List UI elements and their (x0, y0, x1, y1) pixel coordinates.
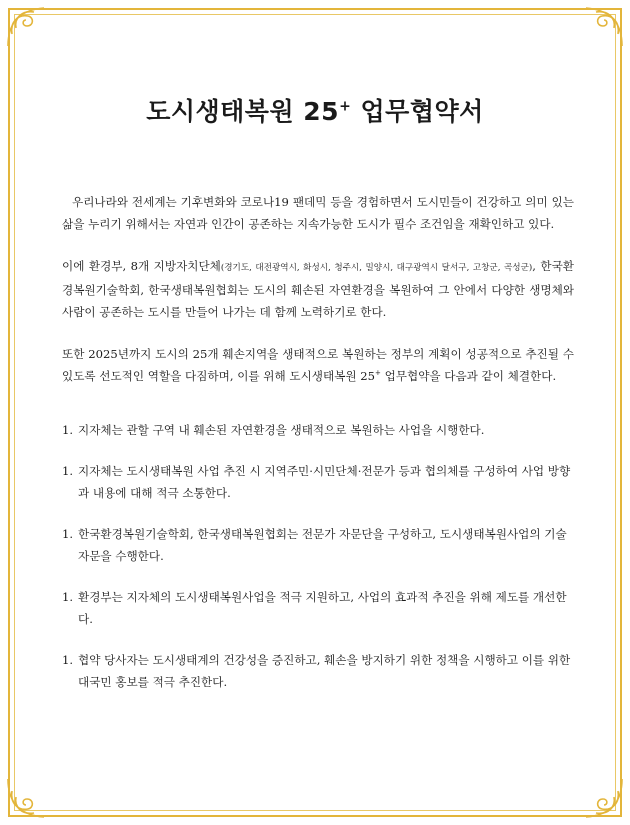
agreement-item: 1. 지자체는 관할 구역 내 훼손된 자연환경을 생태적으로 복원하는 사업을 시행한다. (62, 423, 485, 437)
corner-ornament-icon (580, 775, 626, 821)
parties-paragraph: 이에 환경부, 8개 지방자치단체(경기도, 대전광역시, 화성시, 청주시, 밀양시, 대구광역시 달서구, 고창군, 곡성군), 한국환경복원기술학회, 한국생태복원협회는 도시의 훼손된 자연환경을 복원하여 그 안에서 다양한 생명체와 사람이 공존하는 도시를 만들어 나가는 데 함께 노력하기로 한다. (62, 259, 574, 319)
agreement-item: 1. 협약 당사자는 도시생태계의 건강성을 증진하고, 훼손을 방지하기 위한 정책을 시행하고 이를 위한 대국민 홍보를 적극 추진한다. (62, 653, 571, 689)
purpose-paragraph: 또한 2025년까지 도시의 25개 훼손지역을 생태적으로 복원하는 정부의 계획이 성공적으로 추진될 수 있도록 선도적인 역할을 다짐하며, 이를 위해 도시생태복원 25+ 업무협약을 다음과 같이 체결한다. (62, 347, 574, 383)
agreement-item: 1. 지자체는 도시생태복원 사업 추진 시 지역주민·시민단체·전문가 등과 협의체를 구성하여 사업 방향과 내용에 대해 적극 소통한다. (62, 464, 571, 500)
intro-paragraph: 우리나라와 전세계는 기후변화와 코로나19 팬데믹 등을 경험하면서 도시민들이 건강하고 의미 있는 삶을 누리기 위해서는 자연과 인간이 공존하는 지속가능한 도시가 필수 조건임을 재확인하고 있다. (62, 195, 574, 231)
corner-ornament-icon (4, 775, 50, 821)
agreement-item: 1. 환경부는 지자체의 도시생태복원사업을 적극 지원하고, 사업의 효과적 추진을 위해 제도를 개선한다. (62, 590, 567, 626)
local-governments-list: (경기도, 대전광역시, 화성시, 청주시, 밀양시, 대구광역시 달서구, 고창군, 곡성군) (220, 263, 533, 273)
corner-ornament-icon (4, 4, 50, 50)
agreement-items (62, 419, 574, 693)
agreement-body (62, 191, 574, 712)
document-title: 도시생태복원 25+ 업무협약서 (146, 97, 484, 126)
agreement-item: 1. 한국환경복원기술학회, 한국생태복원협회는 전문가 자문단을 구성하고, 도시생태복원사업의 기술 자문을 수행한다. (62, 527, 567, 563)
corner-ornament-icon (580, 4, 626, 50)
